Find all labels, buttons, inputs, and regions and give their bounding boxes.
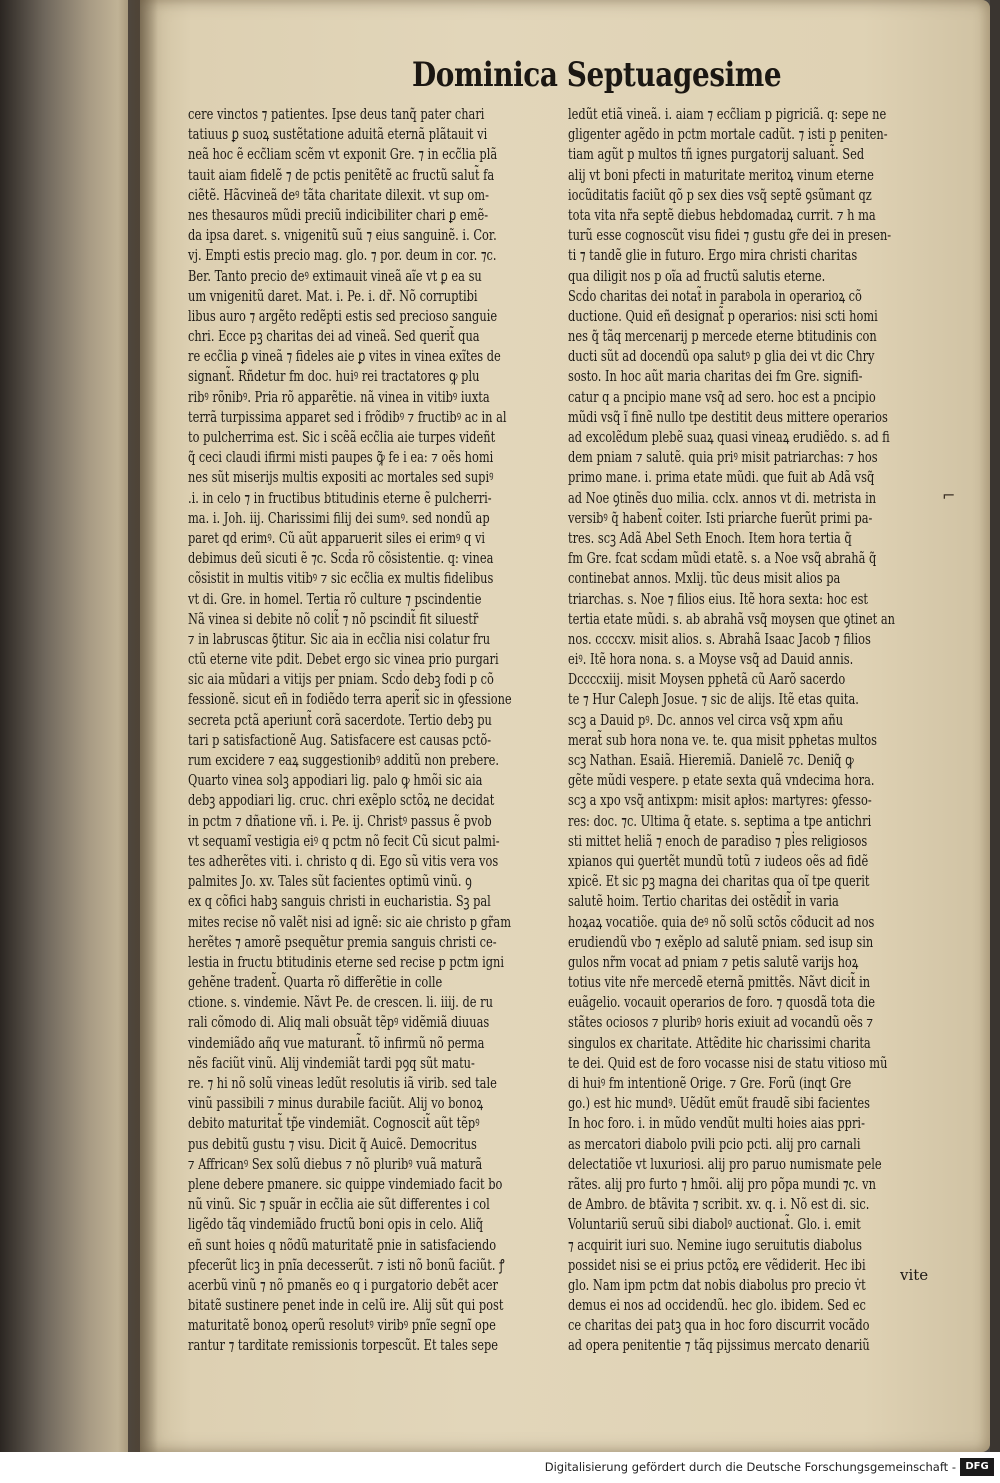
digitization-footer — [0, 1452, 1000, 1483]
right-column-line: In hoc foro. i. in mũdo vendũt multi hoies aias ppri- — [568, 1114, 865, 1133]
left-column-line: tauit aiam fidelẽ ⁊ de pctis penitẽtẽ ac fructũ salut̃ fa — [188, 165, 495, 184]
right-column-line: gulos nr̃m vocat ad pniam ⁊ petis salutẽ varijs hoꝝ — [568, 952, 859, 971]
left-column-line: ctione. s. vindemie. Nãvt Pe. de crescen. li. iiij. de ru — [188, 993, 493, 1012]
left-column-line: debimus deũ sicuti ẽ ⁊c. Scḋa rõ cõsistentie. q: vinea — [188, 549, 494, 568]
left-column-line: debꝫ appodiari lig. cruc. chri exẽplo sctõꝝ ne decidat — [188, 791, 495, 810]
right-column-line: go.) est hic mundꝰ. Uẽdũt emũt fraudẽ sibi facientes — [568, 1094, 871, 1113]
right-column-line: de Ambro. de btãvita ⁊ scribit. xv. q. i. Nõ est di. sic. — [568, 1195, 870, 1214]
left-column-line: rum excidere ⁊ eaꝝ suggestionibꝰ additũ non prebere. — [188, 751, 500, 769]
right-column-line: sosto. In hoc aũt maria charitas dei fm Gre. signifi- — [568, 367, 863, 386]
catchword: vite — [900, 1266, 929, 1284]
right-column-line: triarchas. s. Noe ⁊ filios eius. Itẽ hora sexta: hoc est — [568, 589, 868, 608]
right-column-line: ducti sũt ad docendũ opa salutꝰ p glia dei vt dic Chry — [568, 347, 875, 366]
right-column-line: possidet nisi se ei prius pctõꝝ ere vẽdiderit. Hec ibi — [568, 1255, 866, 1274]
left-column-line: re ecc̃lia ꝑ vineã ⁊ fideles aie ꝑ vites in vinea exĩtes de — [188, 347, 501, 366]
right-column-line: ad excolẽdum plebẽ suaꝝ quasi vineaꝝ erudiẽdo. s. ad fi — [568, 428, 890, 446]
left-column-line: Quarto vinea solꝫ appodiari lig. palo ꝙ hmõi sic aia — [188, 771, 483, 790]
right-column-line: Voluntariũ seruũ sibi diabolꝰ auctionat̃. Glo. i. emit — [568, 1215, 861, 1234]
left-column-line: Nã vinea si debite nõ colit̃ ⁊ nõ pscindit̃ fit siluestr̃ — [188, 609, 479, 628]
right-column-line: tiam agũt p multos tñ ignes purgatorij saluant̃. Sed — [568, 145, 865, 164]
scan-right-border — [990, 0, 1000, 1452]
right-column-line: demus ei nos ad occidendũ. hec glo. ibidem. Sed ec — [568, 1296, 866, 1315]
previous-leaf-edge — [0, 0, 128, 1452]
right-column-line: catur q a pncipio mane vsq̃ ad sero. hoc est a pncipio — [568, 387, 876, 406]
left-column-line: re. ⁊ hi nõ solũ vineas ledũt resolutis iã virib. sed tale — [188, 1074, 497, 1092]
left-column-line: nũ vinũ. Sic ⁊ spuãr in ecc̃lia aie sũt differentes i col — [188, 1195, 490, 1214]
left-column-line: plene debere pmanere. sic quippe vindemiado facit bo — [188, 1174, 503, 1193]
right-column-line: di huiꝰ fm intentionẽ Orige. ⁊ Gre. Forũ (inqt Gre — [568, 1074, 852, 1092]
right-column-line: dem pniam ⁊ salutẽ. quia priꝰ misit patriarchas: ⁊ hos — [568, 448, 878, 467]
right-column-line: rãtes. alij pro furto ⁊ hmõi. alij pro põpa mundi ⁊c. vn — [568, 1174, 876, 1193]
right-column-line: Dccccxiij. misit Moysen pphetã cũ Aarõ sacerdo — [568, 670, 846, 689]
left-column-line: tari p satisfactionẽ Aug. Satisfacere est causas pctõ- — [188, 730, 492, 749]
dfg-logo: DFG — [960, 1458, 994, 1476]
left-column-line: vt di. Gre. in homel. Tertia rõ culture ⁊ pscindentie — [188, 589, 482, 608]
right-column-line: qua diligit nos p oĩa ad fructũ salutis eterne. — [568, 266, 826, 285]
right-column-line: ad opera penitentie ⁊ tãq pijssimus mercato denariũ — [568, 1336, 870, 1355]
right-column-line: te dei. Quid est de foro vocasse nisi de statu vitioso mũ — [568, 1053, 888, 1072]
right-column-line: ductione. Quid eñ designat̃ p operarios: nisi scti homi — [568, 306, 878, 325]
left-column-line: cõsistit in multis vitibꝰ ⁊ sic ecc̃lia ex multis fidelibus — [188, 569, 494, 588]
left-column-line: vinũ passibili ⁊ minus durabile faciũt. Alij vo bonoꝝ — [188, 1094, 484, 1113]
left-column-line: nes sũt miserijs multis expositi ac mortales sed supiꝰ — [188, 468, 494, 487]
right-column-line: tertia etate mũdi. s. ab abrahã vsq̃ moysen que ꝯtinet an — [568, 609, 896, 628]
right-text-column — [568, 104, 940, 1356]
left-column-line: nẽs faciũt vinũ. Alij vindemiãt tardi pꝯq sũt matu- — [188, 1053, 475, 1072]
left-text-column — [188, 104, 560, 1356]
left-column-line: q̃ ceci claudi ifirmi misti paupes ꝙ̃ fe i ea: ⁊ oẽs homi — [188, 448, 494, 467]
left-column-line: ⁊ in labruscas ꝯ̃titur. Sic aia in ecc̃lia nisi colatur fru — [188, 629, 491, 648]
right-column-line: as mercatori diabolo pvili pcio pcti. alij pro carnali — [568, 1134, 861, 1153]
right-column-line: ti ⁊ tandẽ glie in futuro. Ergo mira christi charitas — [568, 246, 858, 265]
right-column-line: ledũt etiã vineã. i. aiam ⁊ ecc̃liam p pigriciã. q: sepe ne — [568, 105, 887, 123]
left-column-line: terrã turpissima apparet sed i frõdibꝰ ⁊ fructibꝰ ac in al — [188, 407, 507, 426]
right-column-line: ce charitas dei patꝫ qua in hoc foro discurrit vocãdo — [568, 1316, 870, 1335]
right-column-line: delectatiõe vt luxuriosi. alij pro paruo numismate pele — [568, 1154, 882, 1173]
left-column-line: da ipsa daret. s. vnigenitũ suũ ⁊ eius sanguinẽ. i. Cor. — [188, 226, 497, 245]
right-column-line: xpicẽ. Et sic pꝫ magna dei charitas qua oĩ tpe querit — [568, 872, 870, 891]
right-column-line: tota vita nr̃a septẽ diebus hebdomadaꝝ currit. ⁊ h ma — [568, 205, 876, 224]
left-column-line: vj. Empti estis precio mag. glo. ⁊ por. deum in cor. ⁊c. — [188, 246, 497, 265]
left-column-line: sic aia mũdari a vitijs per pniam. Scḋo debꝫ fodi p cõ — [188, 670, 494, 689]
right-column-line: erudiendũ vbo ⁊ exẽplo ad salutẽ pniam. sed isup sin — [568, 932, 874, 951]
left-column-line: to pulcherrima est. Sic i scẽã ecc̃lia aie turpes videñt — [188, 428, 496, 446]
left-column-line: bitatẽ sustinere penet inde in celũ ire. Alij sũt qui post — [188, 1296, 504, 1315]
left-column-line: ⁊ Affricanꝰ Sex solũ diebus ⁊ nõ pluribꝰ vuã maturã — [188, 1154, 483, 1173]
left-column-line: eñ sunt hoies q nõdũ maturitatẽ pnie in satisfaciendo — [188, 1235, 497, 1254]
right-column-line: fm Gre. fcat scḋam mũdi etatẽ. s. a Noe vsq̃ abrahã q̃ — [568, 549, 877, 568]
right-column-line: sti mittet heliã ⁊ enoch de paradiso ⁊ pl̇es religiosos — [568, 831, 868, 850]
right-column-line: scꝫ a Dauid pꝰ. Dc. annos vel circa vsq̃ xpm añu — [568, 710, 844, 729]
right-column-line: salutẽ hoim. Tertio charitas dei ostẽdit̃ in varia — [568, 892, 839, 911]
right-column-line: nes q̃ tãq mercenarij p mercede eterne btitudinis con — [568, 327, 877, 346]
right-column-line: ⁊ acquirit iuri suo. Nemine iugo seruitutis diabolus — [568, 1235, 862, 1254]
left-column-line: Ber. Tanto precio deꝰ extimauit vineã aĩe vt ꝑ ea su — [188, 266, 482, 285]
left-column-line: herẽtes ⁊ amorẽ psequẽtur premia sanguis christi ce- — [188, 932, 497, 951]
right-column-line: continebat annos. Mxlij. tũc deus misit alios pa — [568, 569, 841, 588]
left-column-line: tatiuus ꝑ suoꝝ sustẽtatione aduitã eternã plãtauit vi — [188, 125, 488, 144]
left-column-line: ctũ eterne vite pdit. Debet ergo sic vinea prio purgari — [188, 650, 499, 669]
left-column-line: ciẽtẽ. Hãcvineã deꝰ tãta charitate dilexit. vt sup om- — [188, 185, 489, 204]
left-column-line: ex q cõfici habꝫ sanguis christi in eucharistia. Sꝫ pal — [188, 892, 491, 911]
left-column-line: maturitatẽ bonoꝝ operũ resolutꝰ viribꝰ pnĩe segnĩ ope — [188, 1316, 496, 1335]
right-column-line: hoꝝaꝝ vocatiõe. quia deꝰ nõ solũ sctõs cõducit ad nos — [568, 912, 875, 931]
left-column-line: vindemiãdo añq vue maturant̃. tõ infirmũ nõ perma — [188, 1033, 485, 1052]
right-column-line: ad Noe ꝯtinẽs duo milia. cclx. annos vt di. metrista in — [568, 488, 877, 507]
left-column-line: neã hoc ẽ ecc̃liam scẽm vt exponit Gre. ⁊ in ecc̃lia plã — [188, 145, 498, 164]
right-column-line: stãtes ociosos ⁊ pluribꝰ horis exiuit ad vocandũ oẽs ⁊ — [568, 1013, 873, 1032]
left-column-line: cere vinctos ⁊ patientes. Ipse deus tanq̃ pater chari — [188, 105, 485, 123]
left-column-line: secreta pctã aperiunt̃ corã sacerdote. Tertio debꝫ pu — [188, 710, 492, 729]
left-column-line: nes thesauros mũdi preciũ indicibiliter chari ꝑ emẽ- — [188, 205, 489, 224]
right-column-line: te ⁊ Hur Caleph Josue. ⁊ sic de alijs. Itẽ etas quita. — [568, 690, 859, 709]
left-column-line: um vnigenitũ daret. Mat. i. Pe. i. dr̃. Nõ corruptibi — [188, 286, 478, 305]
right-column-line: mũdi vsq̃ ĩ finẽ nullo tpe destitit deus mittere operarios — [568, 407, 888, 426]
left-column-line: ligẽdo tãq vindemiãdo fructũ boni opis in celo. Aliq̃ — [188, 1215, 484, 1234]
right-column-line: merat̃ sub hora nona ve. te. qua misit pphetas multos — [568, 730, 878, 749]
left-column-line: gehẽne tradent̃. Quarta rõ differẽtie in colle — [188, 973, 443, 992]
right-column-line: Scḋo charitas dei notat̃ in parabola in operarioꝝ cõ — [568, 286, 862, 305]
left-column-line: paret qd erimꝰ. Cũ aũt apparuerit siles ei erimꝰ q vi — [188, 528, 486, 547]
right-column-line: totius vite nr̃e mercedẽ eternã pmittẽs. Nãvt dicit̃ in — [568, 973, 871, 992]
left-column-line: rali cõmodo di. Aliq mali obsuãt tẽpꝰ vidẽmiã diuuas — [188, 1013, 490, 1032]
left-column-line: palmites Jo. xv. Tales sũt facientes optimũ vinũ. ꝯ — [188, 872, 472, 891]
running-head: Dominica Septuagesime — [412, 55, 782, 95]
right-column-line: res: doc. ⁊c. Ultima q̃ etate. s. septima a tpe antichri — [568, 811, 872, 830]
left-column-line: ribꝰ rõnibꝰ. Pria rõ apparẽtie. nã vinea in vitibꝰ iuxta — [188, 387, 490, 406]
right-column-line: euãgelio. vocauit operarios de foro. ⁊ quosdã tota die — [568, 993, 876, 1012]
left-column-line: ma. i. Joh. iij. Charissimi filij dei sumꝰ. sed nondũ ap — [188, 508, 490, 527]
right-column-line: singulos ex charitate. Attẽdite hic charissimi charita — [568, 1033, 871, 1052]
left-column-line: pfecerũt licꝫ in pnĩa decesserũt. ⁊ isti nõ bonũ faciũt. ꝭ — [188, 1255, 505, 1274]
left-column-line: .i. in celo ⁊ in fructibus btitudinis eterne ẽ pulcherri- — [188, 488, 492, 507]
left-column-line: vt sequamĩ vestigia eiꝰ q pctm nõ fecit Cũ sicut palmi- — [188, 831, 500, 850]
margin-mark: ⌐ — [942, 486, 956, 505]
left-column-line: rantur ⁊ tarditate remissionis torpescũt. Et tales sepe — [188, 1336, 499, 1355]
left-column-line: libus auro ⁊ argẽto redẽpti estis sed precioso sangui̇e — [188, 306, 498, 325]
left-column-line: debito maturitat̃ tp̃e vindemiãt. Cognoscit̃ aũt tẽpꝰ — [188, 1114, 480, 1133]
book-gutter — [118, 0, 158, 1452]
left-column-line: lestia in fructu btitudinis eterne sed recise p pctm igni — [188, 952, 505, 971]
left-column-line: signant̃. Rñdetur fm doc. huiꝰ rei tractatores ꝙ plu — [188, 367, 480, 386]
left-column-line: pus debitũ gustu ⁊ visu. Dicit q̃ Auicẽ. Democritus — [188, 1134, 477, 1153]
right-column-line: gligenter agẽdo in pctm mortale cadũt. ⁊ isti p peniten- — [568, 125, 888, 144]
left-column-line: tes adherẽtes viti. i. christo q di. Ego sũ vitis vera vos — [188, 851, 499, 870]
right-column-line: scꝫ a xpo vsq̃ antixpm: misit apłos: martyres: ꝯfesso- — [568, 791, 872, 810]
right-column-line: nos. ccccxv. misit alios. s. Abrahã Isaac Jacob ⁊ filios — [568, 629, 871, 648]
right-column-line: glo. Nam ipm pctm dat nobis diabolus pro precio v̇t — [568, 1275, 866, 1294]
funding-notice: Digitalisierung gefördert durch die Deutsche Forschungsgemeinschaft - — [544, 1460, 956, 1474]
left-column-line: fessionẽ. sicut eñ in fodiẽdo terra aperit̃ sic in ꝯfessione — [188, 690, 512, 709]
left-column-line: in pctm ⁊ dñatione vñ. i. Pe. ij. Christꝰ passus ẽ pvob — [188, 811, 492, 830]
right-column-line: turũ esse cognoscũt visu fidei ⁊ gustu gr̃e dei in presen- — [568, 226, 892, 245]
right-column-line: iocũditatis faciũt qõ p sex dies vsq̃ septẽ ꝯsũmant qz — [568, 185, 872, 204]
left-column-line: mites recise nõ valẽt nisi ad ignẽ: sic aie christo p gr̃am — [188, 912, 512, 931]
right-column-line: eiꝰ. Itẽ hora nona. s. a Moyse vsq̃ ad Dauid annis. — [568, 650, 854, 669]
left-column-line: chri. Ecce pꝫ charitas dei ad vineã. Sed querit̃ qua — [188, 327, 480, 346]
right-column-line: alij vt boni pfecti in maturitate meritoꝝ vinum eterne — [568, 165, 874, 184]
right-column-line: scꝫ Nathan. Esaiã. Hieremiã. Danielẽ ⁊c. Deniq̃ ꝙ — [568, 751, 854, 769]
right-column-line: tres. scꝫ Adã Abel Seth Enoch. Item hora tertia q̃ — [568, 528, 852, 547]
right-column-line: gẽte mũdi vespere. p etate sexta quã vndecima hora. — [568, 771, 875, 790]
right-column-line: xpianos qui ꝯuertẽt mundũ totũ ⁊ iudeos oẽs ad fidẽ — [568, 851, 869, 870]
right-column-line: versibꝰ q̃ habent̃ coiter. Isti pri̇arche fuerũt primi pa- — [568, 508, 873, 527]
left-column-line: acerbũ vinũ ⁊ nõ pmanẽs eo q i purgatorio debẽt acer — [188, 1275, 498, 1294]
right-column-line: primo mane. i. prima etate mũdi. que fuit ab Adã vsq̃ — [568, 468, 875, 487]
